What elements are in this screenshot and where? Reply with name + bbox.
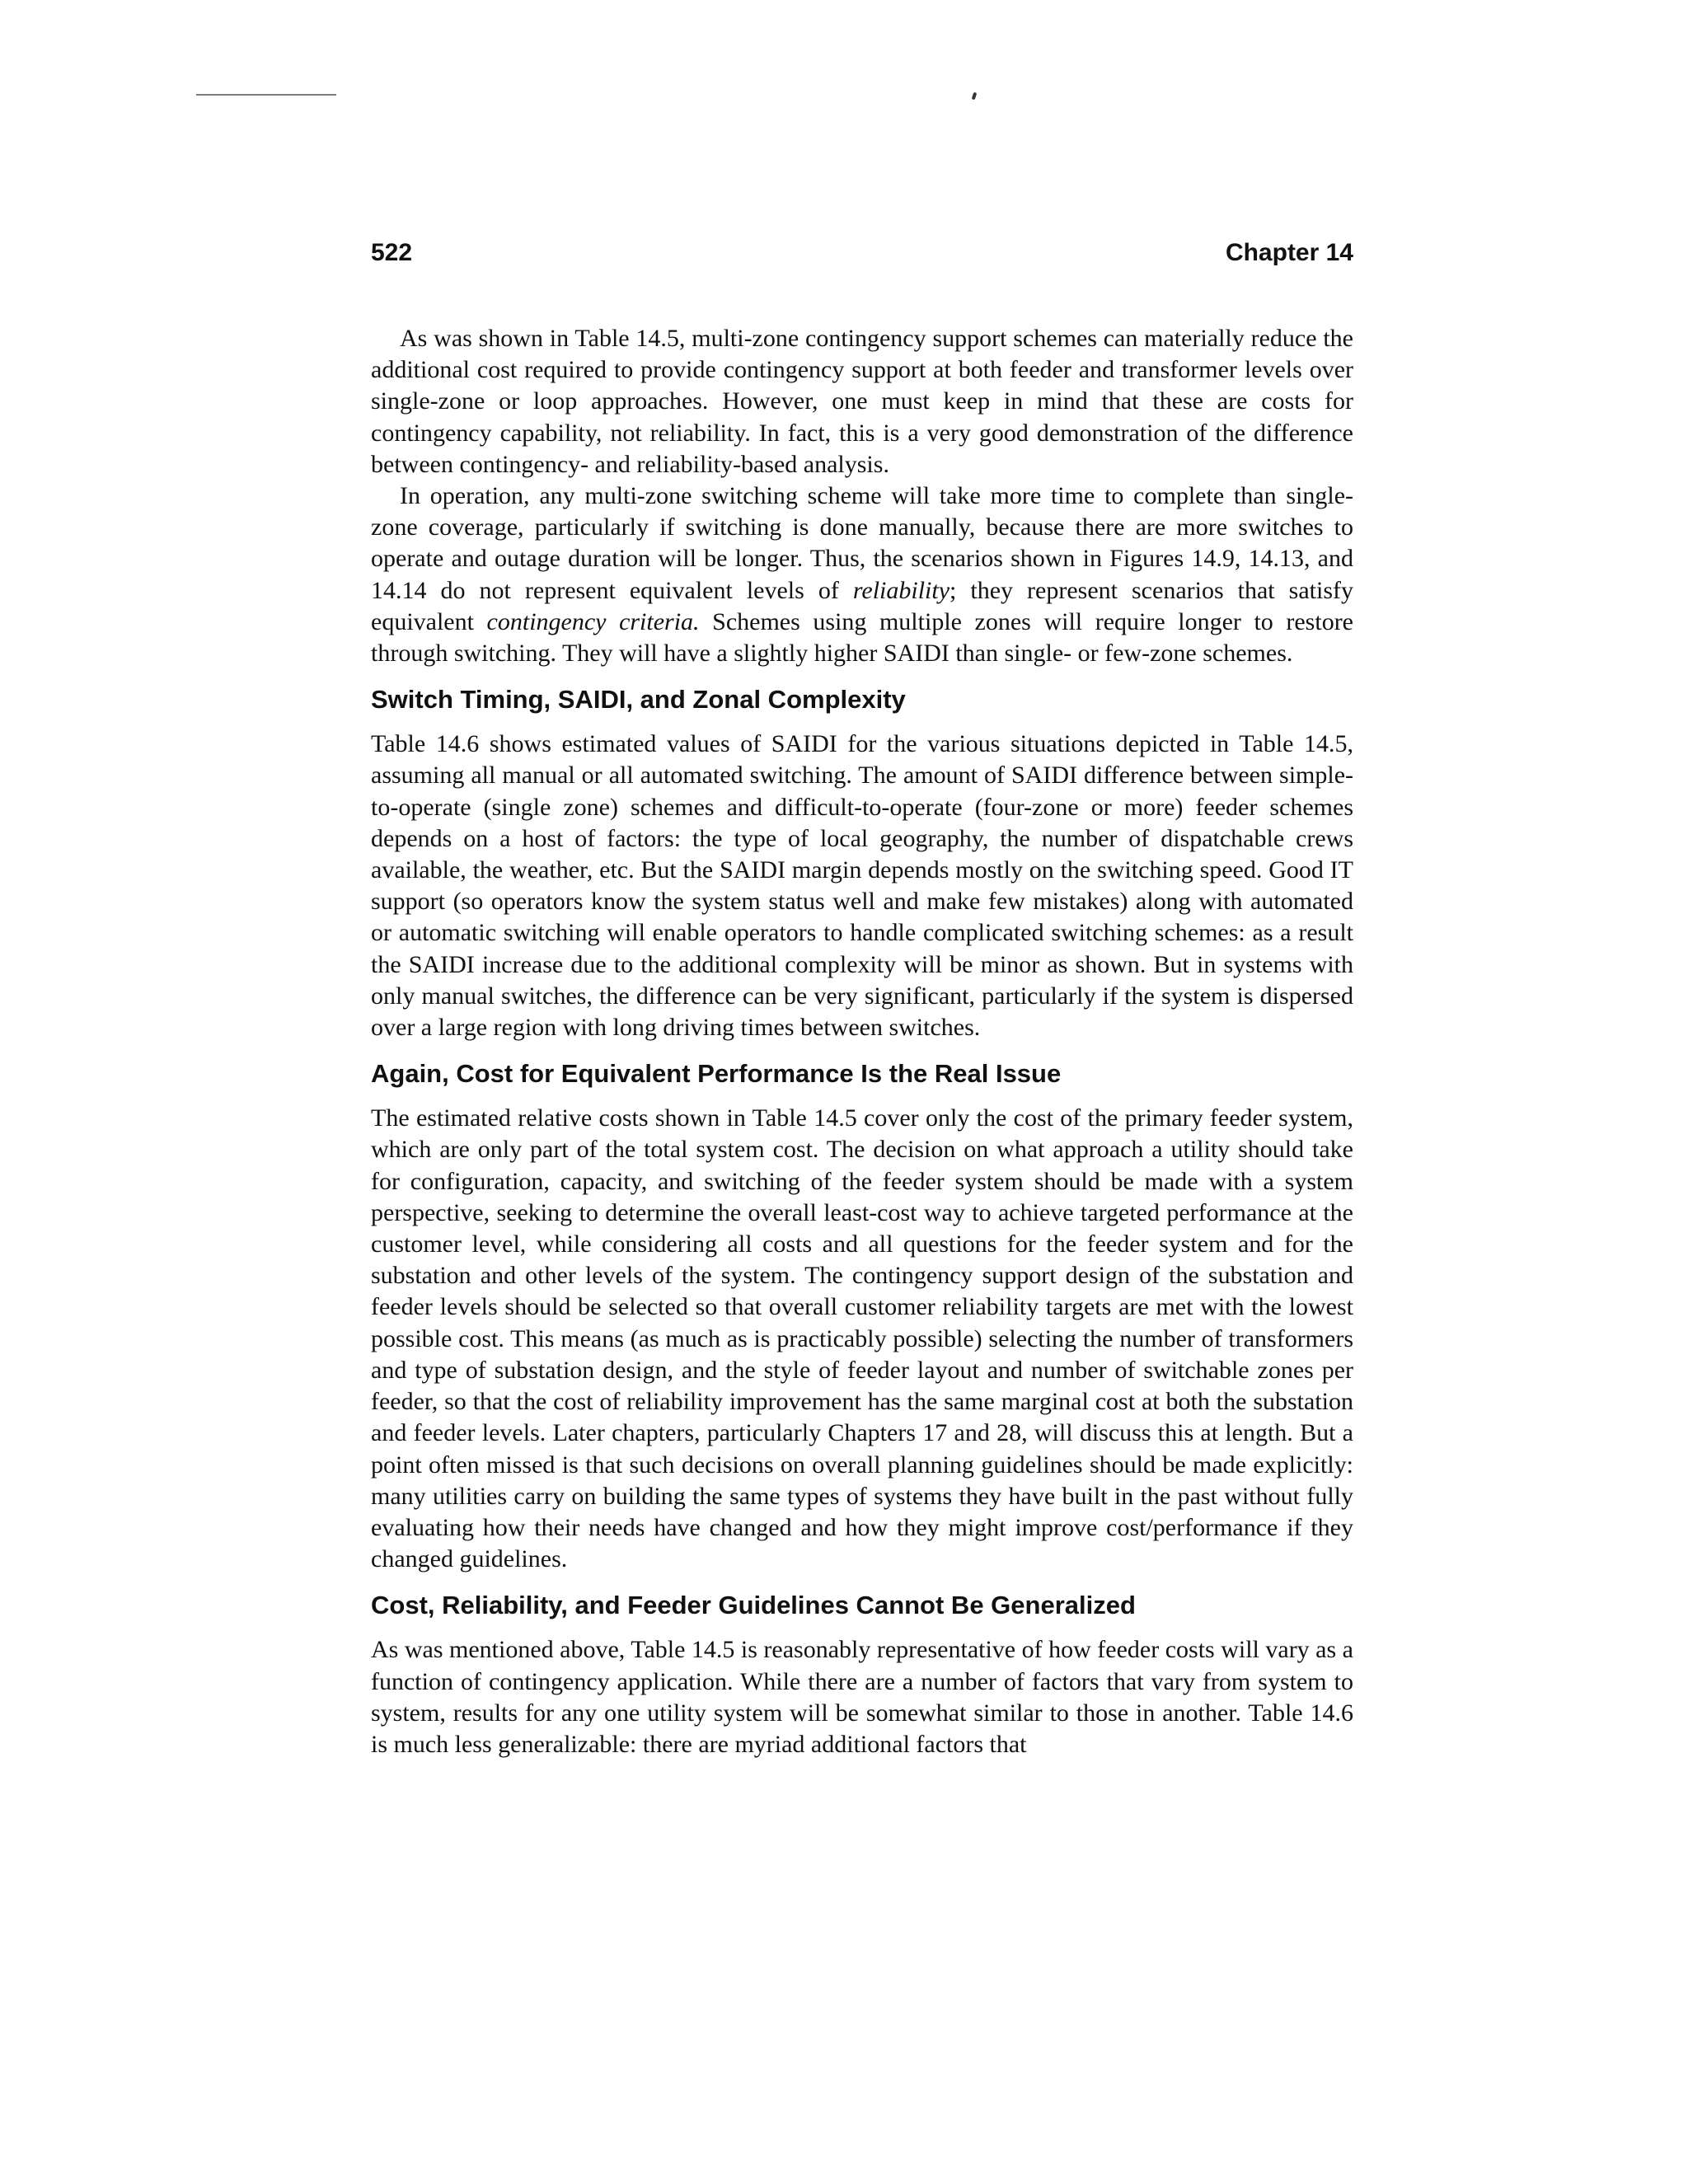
- scan-speck-mark: [972, 92, 978, 101]
- emphasis-reliability: reliability: [852, 576, 950, 604]
- section-paragraph-cost-performance: The estimated relative costs shown in Table 14.5 cover only the cost of the primary feeder system, which are only part of the total system cost. The decision on what approach a utility should take for configuration, capacity, and switching of the feeder system should be made with a system perspective, seeking to determine the overall least-cost way to achieve targeted performance at the customer level, while considering all costs and all questions for the feeder system and for the substation and other levels of the system. The contingency support design of the substation and feeder levels should be selected so that overall customer reliability targets are met with the lowest possible cost. This means (as much as is practicably possible) selecting the number of transformers and type of substation design, and the style of feeder layout and number of switchable zones per feeder, so that the cost of reliability improvement has the same marginal cost at both the substation and feeder levels. Later chapters, particularly Chapters 17 and 28, will discuss this at length. But a point often missed is that such decisions on overall planning guidelines should be made explicitly: many utilities carry on building the same types of systems they have built in the past without fully evaluating how their needs have changed and how they might improve cost/performance if they changed guidelines.: [371, 1104, 1353, 1573]
- paragraph-text-segment: In operation, any multi-zone switching scheme will take more time to complete than single-zone coverage, particularly if switching is done manually, because there are more switches to operate and outage duration will be longer. Thus, the scenarios shown in Figures 14.9, 14.13, and 14.14 do not represent equivalent levels of: [371, 482, 1353, 604]
- section-paragraph-switch-timing: Table 14.6 shows estimated values of SAIDI for the various situations depicted in Table 14.5, assuming all manual or all automated switching. The amount of SAIDI difference between simple-to-operate (single zone) schemes and difficult-to-operate (four-zone or more) feeder schemes depends on a host of factors: the type of local geography, the number of dispatchable crews available, the weather, etc. But the SAIDI margin depends mostly on the switching speed. Good IT support (so operators know the system status well and make few mistakes) along with automated or automatic switching will enable operators to handle complicated switching schemes: as a result the SAIDI increase due to the additional complexity will be minor as shown. But in systems with only manual switches, the difference can be very significant, particularly if the system is dispersed over a large region with long driving times between switches.: [371, 730, 1353, 1042]
- chapter-label: Chapter 14: [1225, 239, 1353, 266]
- emphasis-contingency-criteria: contingency criteria.: [486, 607, 700, 635]
- section-heading-cost-performance: Again, Cost for Equivalent Performance Is the Real Issue: [371, 1059, 1062, 1089]
- paragraph-contingency-costs: As was shown in Table 14.5, multi-zone contingency support schemes can materially reduce the additional cost required to provide contingency support at both feeder and transformer levels over single-zone or loop approaches. However, one must keep in mind that these are costs for contingency capability, not reliability. In fact, this is a very good demonstration of the difference between contingency- and reliability-based analysis.: [371, 325, 1353, 478]
- paragraph-text-segment: Schemes using multiple zones will require longer to restore through switching. They will have a slightly higher SAIDI than single- or few-zone schemes.: [371, 607, 1354, 668]
- section-heading-guidelines: Cost, Reliability, and Feeder Guidelines Cannot Be Generalized: [371, 1591, 1136, 1620]
- page-header: [371, 239, 1353, 272]
- paragraph-text-segment: ; they represent scenarios that satisfy equivalent: [371, 576, 1353, 635]
- scan-rule-mark: [196, 94, 336, 96]
- page-body: [371, 323, 1353, 1760]
- page-number: 522: [371, 239, 413, 266]
- paragraph-switching-operation: [371, 480, 1353, 669]
- section-heading-switch-timing: Switch Timing, SAIDI, and Zonal Complexity: [371, 685, 906, 715]
- section-paragraph-guidelines: As was mentioned above, Table 14.5 is reasonably representative of how feeder costs will vary as a function of contingency application. While there are a number of factors that vary from system to system, results for any one utility system will be somewhat similar to those in another. Table 14.6 is much less generalizable: there are myriad additional factors that: [371, 1636, 1353, 1758]
